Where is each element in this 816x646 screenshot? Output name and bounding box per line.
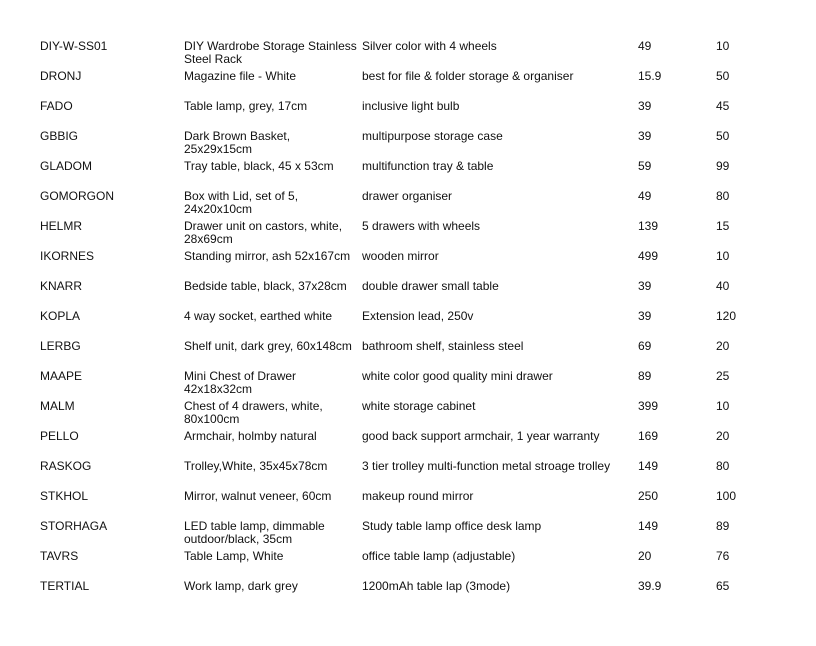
product-name-cell: Table lamp, grey, 17cm (184, 99, 308, 113)
product-name-cell: Chest of 4 drawers, white, 80x100cm (184, 399, 323, 426)
product-code-cell: IKORNES (40, 249, 95, 263)
table-row (0, 520, 816, 550)
table-row (0, 550, 816, 580)
product-price-cell: 69 (638, 339, 652, 353)
product-name-cell: Bedside table, black, 37x28cm (184, 279, 347, 293)
product-name-cell: DIY Wardrobe Storage Stainless Steel Rack (184, 39, 357, 66)
product-code-cell: GLADOM (40, 159, 93, 173)
product-name-cell: Mini Chest of Drawer 42x18x32cm (184, 369, 297, 396)
table-row (0, 340, 816, 370)
product-description-cell: good back support armchair, 1 year warranty (362, 429, 600, 443)
product-quantity-cell: 120 (716, 309, 737, 323)
product-code-cell: STORHAGA (40, 519, 108, 533)
product-price-cell: 250 (638, 489, 659, 503)
product-price-cell: 49 (638, 189, 652, 203)
product-name-cell: Drawer unit on castors, white, 28x69cm (184, 219, 343, 246)
product-name-cell: Shelf unit, dark grey, 60x148cm (184, 339, 352, 353)
product-code-cell: KNARR (40, 279, 83, 293)
product-code-cell: KOPLA (40, 309, 81, 323)
table-row (0, 130, 816, 160)
product-description-cell: white color good quality mini drawer (362, 369, 553, 383)
product-quantity-cell: 20 (716, 339, 730, 353)
product-name-cell: Trolley,White, 35x45x78cm (184, 459, 328, 473)
product-description-cell: multipurpose storage case (362, 129, 503, 143)
product-description-cell: Study table lamp office desk lamp (362, 519, 542, 533)
product-price-cell: 169 (638, 429, 659, 443)
table-row (0, 400, 816, 430)
table-row (0, 430, 816, 460)
product-code-cell: FADO (40, 99, 73, 113)
product-code-cell: PELLO (40, 429, 79, 443)
product-name-cell: LED table lamp, dimmable outdoor/black, 35cm (184, 519, 325, 546)
product-code-cell: MALM (40, 399, 75, 413)
product-price-cell: 39 (638, 99, 652, 113)
table-row (0, 580, 816, 610)
product-name-cell: Mirror, walnut veneer, 60cm (184, 489, 332, 503)
product-description-cell: 1200mAh table lap (3mode) (362, 579, 511, 593)
product-code-cell: DRONJ (40, 69, 82, 83)
product-quantity-cell: 89 (716, 519, 730, 533)
product-code-cell: DIY-W-SS01 (40, 39, 108, 53)
product-name-cell: 4 way socket, earthed white (184, 309, 333, 323)
product-quantity-cell: 50 (716, 129, 730, 143)
product-name-cell: Dark Brown Basket, 25x29x15cm (184, 129, 291, 156)
product-description-cell: 3 tier trolley multi-function metal stroage trolley (362, 459, 611, 473)
product-description-cell: bathroom shelf, stainless steel (362, 339, 524, 353)
product-quantity-cell: 80 (716, 459, 730, 473)
product-description-cell: drawer organiser (362, 189, 453, 203)
product-quantity-cell: 76 (716, 549, 730, 563)
product-quantity-cell: 25 (716, 369, 730, 383)
table-row (0, 280, 816, 310)
product-name-cell: Table Lamp, White (184, 549, 284, 563)
product-quantity-cell: 100 (716, 489, 737, 503)
product-description-cell: double drawer small table (362, 279, 499, 293)
product-quantity-cell: 65 (716, 579, 730, 593)
table-row (0, 220, 816, 250)
table-row (0, 40, 816, 70)
table-row (0, 70, 816, 100)
product-description-cell: office table lamp (adjustable) (362, 549, 516, 563)
product-price-cell: 149 (638, 519, 659, 533)
product-price-cell: 399 (638, 399, 659, 413)
product-quantity-cell: 40 (716, 279, 730, 293)
product-price-cell: 139 (638, 219, 659, 233)
product-quantity-cell: 50 (716, 69, 730, 83)
product-quantity-cell: 80 (716, 189, 730, 203)
product-code-cell: RASKOG (40, 459, 92, 473)
product-description-cell: white storage cabinet (362, 399, 476, 413)
product-description-cell: best for file & folder storage & organiser (362, 69, 574, 83)
product-description-cell: Silver color with 4 wheels (362, 39, 497, 53)
product-code-cell: MAAPE (40, 369, 83, 383)
product-quantity-cell: 10 (716, 39, 730, 53)
product-name-cell: Armchair, holmby natural (184, 429, 317, 443)
product-name-cell: Magazine file - White (184, 69, 297, 83)
product-quantity-cell: 10 (716, 399, 730, 413)
product-price-cell: 39 (638, 309, 652, 323)
product-quantity-cell: 15 (716, 219, 730, 233)
product-code-cell: GBBIG (40, 129, 79, 143)
table-row (0, 460, 816, 490)
product-code-cell: TERTIAL (40, 579, 90, 593)
product-price-cell: 39 (638, 129, 652, 143)
product-name-cell: Tray table, black, 45 x 53cm (184, 159, 334, 173)
product-price-cell: 499 (638, 249, 659, 263)
product-name-cell: Box with Lid, set of 5, 24x20x10cm (184, 189, 299, 216)
table-row (0, 250, 816, 280)
product-name-cell: Standing mirror, ash 52x167cm (184, 249, 351, 263)
product-quantity-cell: 20 (716, 429, 730, 443)
product-code-cell: LERBG (40, 339, 81, 353)
table-row (0, 310, 816, 340)
product-description-cell: multifunction tray & table (362, 159, 494, 173)
product-code-cell: TAVRS (40, 549, 79, 563)
product-price-cell: 20 (638, 549, 652, 563)
product-quantity-cell: 45 (716, 99, 730, 113)
table-row (0, 160, 816, 190)
product-price-cell: 59 (638, 159, 652, 173)
product-quantity-cell: 10 (716, 249, 730, 263)
product-price-cell: 49 (638, 39, 652, 53)
product-price-cell: 15.9 (638, 69, 662, 83)
product-price-cell: 89 (638, 369, 652, 383)
product-quantity-cell: 99 (716, 159, 730, 173)
product-price-cell: 39.9 (638, 579, 662, 593)
product-description-cell: 5 drawers with wheels (362, 219, 481, 233)
product-code-cell: GOMORGON (40, 189, 114, 203)
product-price-cell: 39 (638, 279, 652, 293)
product-price-cell: 149 (638, 459, 659, 473)
product-description-cell: inclusive light bulb (362, 99, 460, 113)
product-description-cell: wooden mirror (362, 249, 439, 263)
table-row (0, 370, 816, 400)
product-code-cell: HELMR (40, 219, 83, 233)
table-row (0, 190, 816, 220)
table-row (0, 490, 816, 520)
product-name-cell: Work lamp, dark grey (184, 579, 298, 593)
product-description-cell: makeup round mirror (362, 489, 474, 503)
product-code-cell: STKHOL (40, 489, 89, 503)
table-row (0, 100, 816, 130)
product-description-cell: Extension lead, 250v (362, 309, 474, 323)
